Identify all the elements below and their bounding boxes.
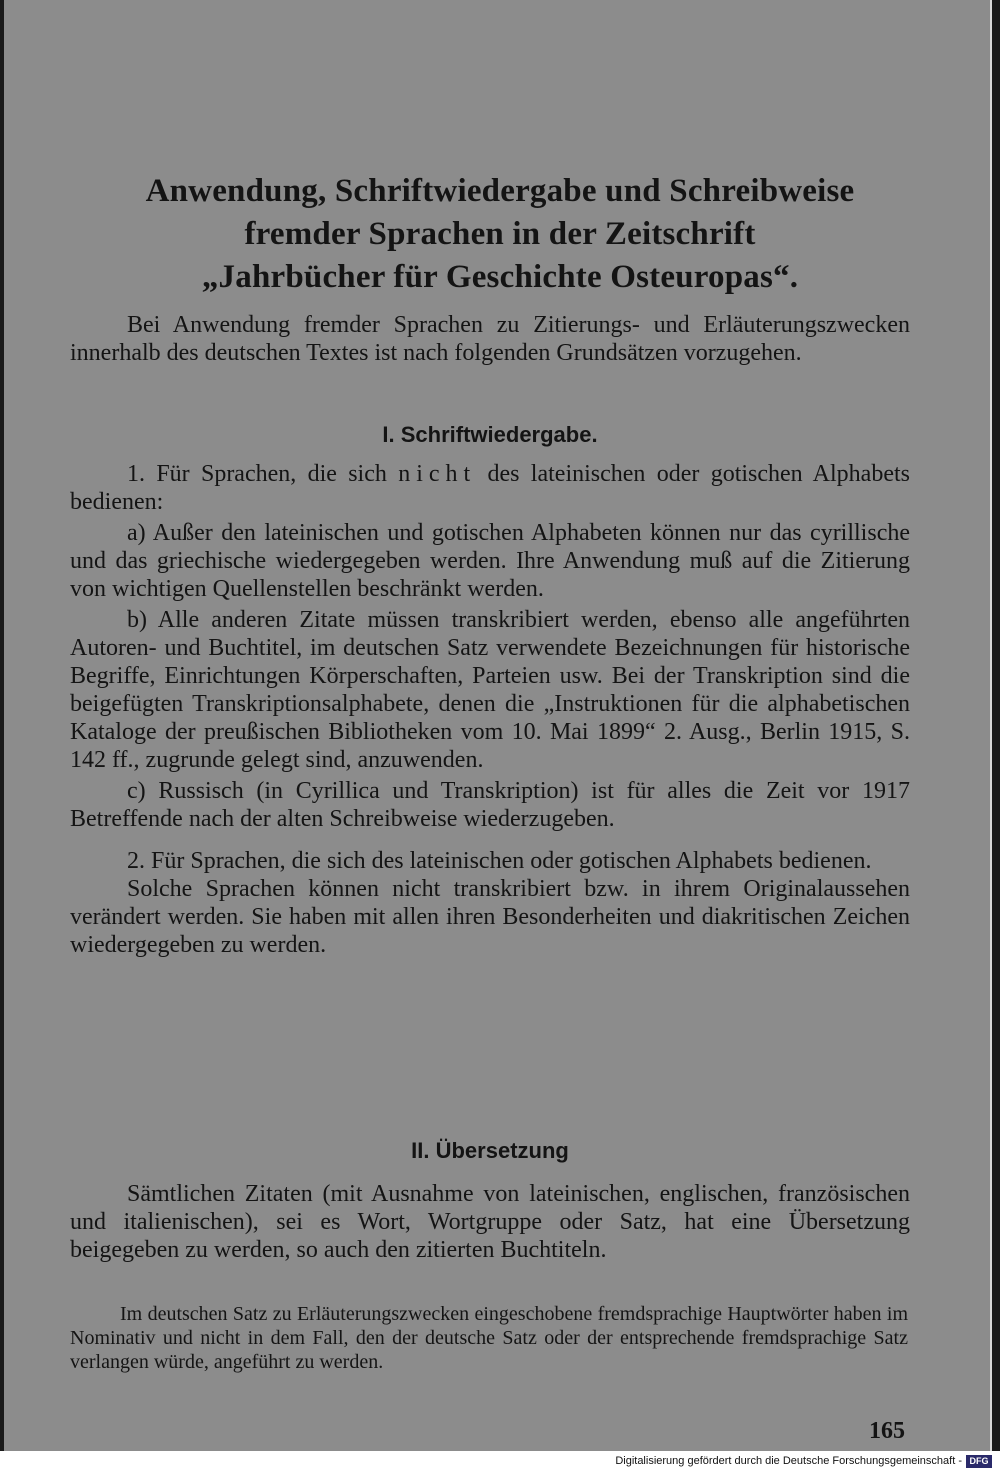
intro-paragraph-block [70,311,910,367]
section-1-item-c: c) Russisch (in Cyrillica und Transkription) ist für alles die Zeit vor 1917 Betreffende nach der alten Schreibweise wiederzugeben. [70,778,910,832]
page-title [60,170,940,299]
section-2-paragraph: Sämtlichen Zitaten (mit Ausnahme von lateinischen, englischen, französischen und italienischen), sei es Wort, Wortgruppe oder Satz, hat eine Übersetzung beigegeben zu werden, so auch den zitierten Buchtiteln. [70,1181,910,1263]
section-1-item-2: 2. Für Sprachen, die sich des lateinischen oder gotischen Alphabets bedienen. [127,848,872,874]
section-2-body [70,1180,910,1264]
section-2-heading: II. Übersetzung [411,1138,569,1163]
title-line-2: fremder Sprachen in der Zeitschrift [244,216,756,252]
item-1-emphasis: nicht [398,461,477,487]
scan-edge-right [992,0,1000,1451]
intro-paragraph: Bei Anwendung fremder Sprachen zu Zitierungs- und Erläuterungszwecken innerhalb des deutschen Textes ist nach folgenden Grundsätzen vorzugehen. [70,312,910,366]
section-1-item-b: b) Alle anderen Zitate müssen transkribiert werden, ebenso alle angeführten Autoren- und Buchtitel, im deutschen Satz verwendete Bezeichnungen für historische Begriffe, Einrichtungen Körperschaften, Parteien usw. Bei der Transkription sind die beigefügten Transkriptionsalphabete, denen die „Instruktionen für die alphabetischen Kataloge der preußischen Bibliotheken vom 10. Mai 1899“ 2. Ausg., Berlin 1915, S. 142 ff., zugrunde gelegt sind, anzuwenden. [70,607,910,773]
item-1-text-before: 1. Für Sprachen, die sich [127,461,399,487]
small-print-note: Im deutschen Satz zu Erläuterungszwecken eingeschobene fremdsprachige Hauptwörter haben im Nominativ und nicht in dem Fall, den der deutsche Satz oder der entsprechende fremdsprachige Satz verlangen würde, angeführt zu werden. [70,1303,908,1373]
digitization-footer [0,1451,1000,1473]
section-1-item-2-text: Solche Sprachen können nicht transkribiert bzw. in ihrem Originalaussehen verändert werden. Sie haben mit allen ihren Besonderheiten und diakritischen Zeichen wiedergegeben zu werden. [70,876,910,958]
dfg-logo: DFG [966,1455,992,1468]
scan-edge-left [0,0,4,1451]
footer-text: Digitalisierung gefördert durch die Deutsche Forschungsgemeinschaft - [615,1455,962,1467]
page-number: 165 [869,1418,905,1444]
section-1-body [70,460,910,962]
item-1-text-after: des lateinischen oder gotischen Alphabets bedienen: [70,461,910,515]
section-1-heading: I. Schriftwiedergabe. [382,422,598,447]
title-line-1: Anwendung, Schriftwiedergabe und Schreibweise [145,173,855,209]
title-line-3: „Jahrbücher für Geschichte Osteuropas“. [201,259,799,295]
section-1-item-a: a) Außer den lateinischen und gotischen Alphabeten können nur das cyrillische und das griechische wiedergegeben werden. Ihre Anwendung muß auf die Zitierung von wichtigen Quellenstellen beschränkt werden. [70,520,910,602]
section-1-item-1 [70,460,910,516]
